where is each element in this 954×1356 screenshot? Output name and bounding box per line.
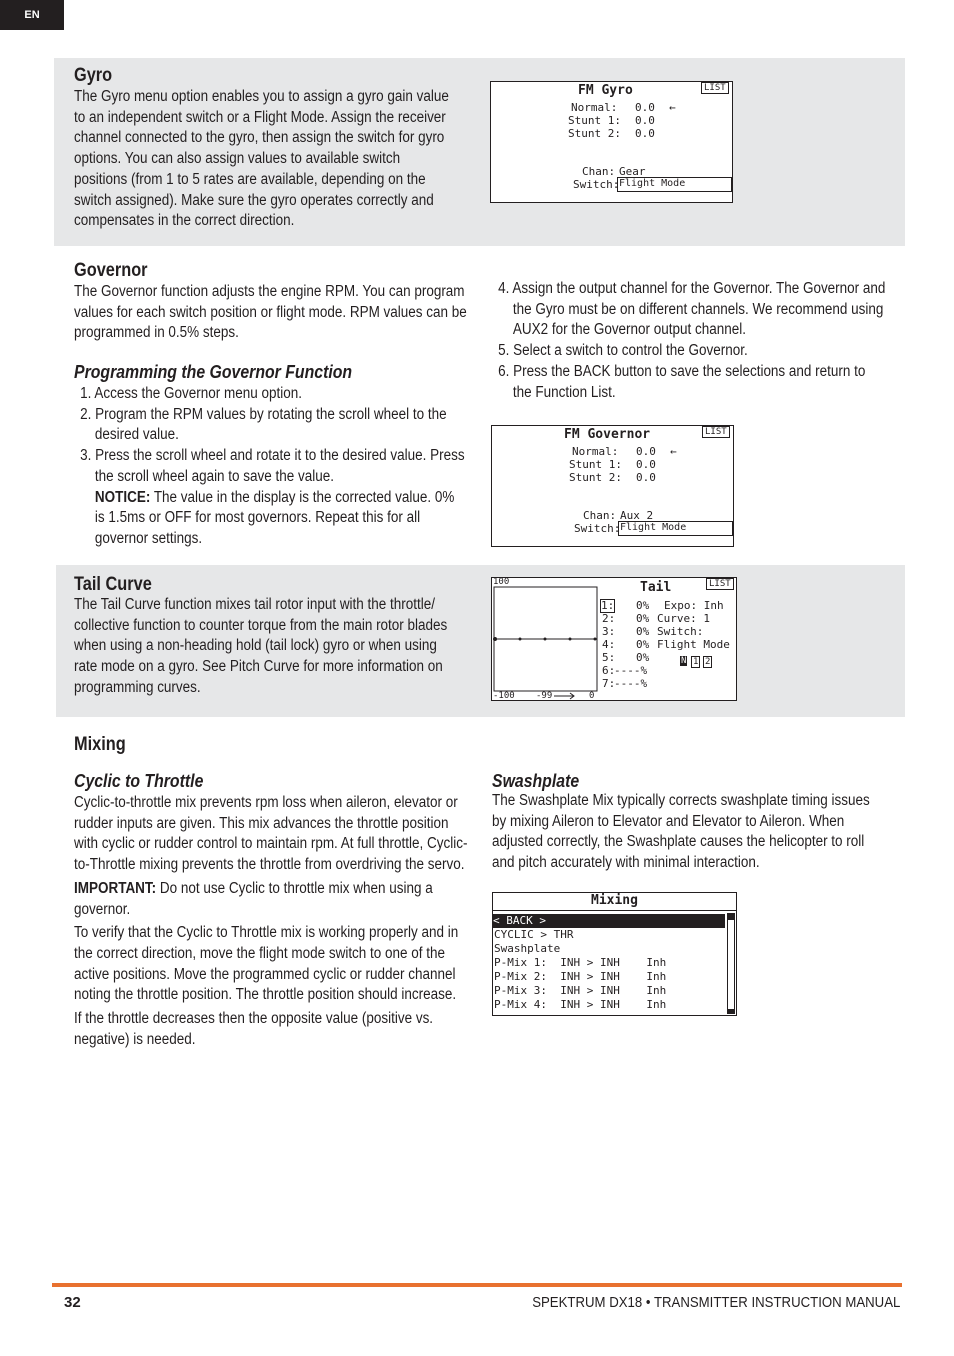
cyclic-subheading: Cyclic to Throttle [74, 771, 204, 791]
governor-switch-value: Flight Mode [618, 521, 733, 536]
tail-curve-graph [492, 578, 602, 700]
mixing-row: P-Mix 1: INH > INH Inh [494, 956, 667, 969]
cyclic-paragraph: Cyclic-to-throttle mix prevents rpm loss when aileron, elevator or rudder inputs are given. This mix advances the throttle position with cyclic or rudder control to maintain rpm. At full throttle, Cyclic-to-Throttle mixing prevents the throttle from overdriving the servo. [74, 794, 468, 874]
governor-row-label: Stunt 1: [569, 458, 622, 471]
page-number: 32 [64, 1294, 81, 1311]
mixing-scrollbar [727, 913, 735, 1014]
gyro-screen [490, 81, 733, 203]
governor-chan-value: Aux 2 [620, 509, 654, 522]
tail-point-value: 0% [636, 638, 650, 651]
tail-position-1: 1 [693, 657, 699, 667]
tail-point-label: 3: [602, 625, 616, 638]
governor-row-value: 0.0 [636, 471, 656, 484]
mixing-screen-title: Mixing [591, 893, 638, 908]
tail-curve-heading: Tail Curve [74, 574, 152, 595]
tail-point-label: 1: [601, 599, 615, 612]
tail-point-label: 4: [602, 638, 616, 651]
governor-row-label: Normal: [572, 445, 619, 458]
swashplate-subheading: Swashplate [492, 771, 580, 791]
tail-point-value: 0% [636, 612, 650, 625]
tail-position-n: N [681, 656, 687, 666]
notice-item [74, 488, 465, 550]
governor-switch-label: Switch: [574, 522, 621, 535]
mixing-row: CYCLIC > THR [494, 928, 574, 941]
tail-list-button: LIST [706, 578, 734, 590]
graph-top-label: 100 [493, 577, 510, 587]
tail-point-label: 5: [602, 651, 616, 664]
tail-point-label: 2: [602, 612, 616, 625]
footer-rule [52, 1283, 902, 1287]
governor-heading: Governor [74, 260, 148, 281]
graph-bottom-right-label: 0 [589, 691, 595, 701]
gyro-list-button: LIST [701, 82, 729, 94]
list-item: 4. Assign the output channel for the Governor. The Governor and the Gyro must be on different channels. We recommend using AUX2 for the Governor output channel. [498, 280, 886, 339]
tail-position-2: 2 [705, 657, 711, 667]
notice-text: The value in the display is the corrected value. 0% is 1.5ms or OFF for most governors. Repeat this for all governor settings. [94, 488, 455, 547]
tail-point-label: 7: [602, 677, 616, 690]
mixing-row: P-Mix 4: INH > INH Inh [494, 998, 667, 1011]
governor-steps-right-container [492, 279, 945, 403]
manual-title: SPEKTRUM DX18 • TRANSMITTER INSTRUCTION MANUAL [531, 1294, 900, 1311]
tail-switch-value: Flight Mode [657, 638, 730, 651]
mixing-row: P-Mix 3: INH > INH Inh [494, 984, 667, 997]
swashplate-body-container [492, 791, 942, 874]
tail-curve-number: Curve: 1 [657, 612, 710, 625]
gyro-row-label: Stunt 1: [568, 114, 621, 127]
list-item: 3. Press the scroll wheel and rotate it to the desired value. Press the scroll wheel again to save the value. [80, 447, 465, 485]
tail-point-value: 0% [636, 599, 650, 612]
gyro-row-value: 0.0 [635, 114, 655, 127]
mixing-row: Swashplate [494, 942, 561, 955]
cyclic-throttle-paragraph: If the throttle decreases then the opposite value (positive vs. negative) is needed. [74, 1010, 434, 1048]
important-paragraph [74, 879, 468, 920]
gyro-row-label: Normal: [571, 101, 618, 114]
gyro-switch-value: Flight Mode [617, 177, 732, 192]
tail-curve-body-container [74, 595, 521, 699]
mixing-row: P-Mix 2: INH > INH Inh [494, 970, 667, 983]
list-item: 1. Access the Governor menu option. [80, 385, 302, 402]
governor-list-button: LIST [702, 426, 730, 438]
mixing-screen-divider [493, 910, 736, 911]
notice-label: NOTICE: [94, 488, 151, 506]
tail-expo: Expo: Inh [664, 599, 724, 612]
tail-switch-label: Switch: [657, 625, 704, 638]
governor-body-container [74, 282, 529, 344]
tail-point-label: 6: [602, 664, 616, 677]
gyro-switch-label: Switch: [573, 178, 620, 191]
gyro-chan-value: Gear [619, 165, 646, 178]
list-item: 5. Select a switch to control the Governor. [498, 342, 748, 360]
language-tab: EN [0, 0, 64, 30]
mixing-heading: Mixing [74, 734, 126, 755]
swashplate-body: The Swashplate Mix typically corrects swashplate timing issues by mixing Aileron to Elevator and Elevator to Aileron. When adjusted correctly, the Swashplate causes the helicopter to roll and pitch accurately with minimal interaction. [492, 792, 870, 872]
selection-arrow-icon: ← [670, 445, 677, 458]
governor-screen [491, 425, 734, 547]
gyro-row-label: Stunt 2: [568, 127, 621, 140]
governor-row-label: Stunt 2: [569, 471, 622, 484]
gyro-row-value: 0.0 [635, 101, 655, 114]
governor-screen-title: FM Governor [564, 427, 651, 442]
list-item: 2. Program the RPM values by rotating the scroll wheel to the desired value. [80, 405, 447, 444]
selection-arrow-icon: ← [669, 101, 676, 114]
scroll-down-icon [728, 1009, 734, 1013]
tail-point-value: ----% [614, 677, 648, 690]
gyro-screen-title: FM Gyro [578, 83, 633, 98]
gyro-body-container [74, 87, 514, 232]
tail-point-value: 0% [636, 651, 650, 664]
mixing-screen [492, 892, 737, 1016]
scroll-up-icon [728, 914, 734, 920]
governor-subheading: Programming the Governor Function [74, 362, 353, 382]
tail-curve-body: The Tail Curve function mixes tail rotor input with the throttle/ collective function to counter torque from the main rotor blades when using a non-heading hold (tail lock) gyro or when using rate mode on a gyro. See Pitch Curve for more information on programming curves. [74, 596, 448, 696]
important-text: Do not use Cyclic to throttle mix when using a governor. [74, 879, 433, 918]
gyro-body: The Gyro menu option enables you to assign a gyro gain value to an independent switch or a Flight Mode. Assign the receiver channel connected to the gyro, then assign the switch for gyro options. You can also assign values to available switch positions (from 1 to 5 rates are available, depending on the switch assigned). Make sure the gyro operates correctly and compensates in the correct direction. [74, 88, 449, 230]
graph-bottom-left-label: -100 [493, 691, 515, 701]
governor-steps-container [74, 384, 523, 550]
cyclic-verify-paragraph: To verify that the Cyclic to Throttle mix is working properly and in the correct direction, move the flight mode switch to one of the active positions. Move the programmed cyclic or rudder channel noting the throttle position. The throttle position should increase. [74, 924, 459, 1004]
governor-chan-label: Chan: [583, 509, 617, 522]
governor-row-value: 0.0 [636, 445, 656, 458]
tail-screen [491, 577, 737, 701]
gyro-chan-label: Chan: [582, 165, 616, 178]
graph-mid-label: -99 [536, 691, 553, 701]
tail-screen-title: Tail [640, 580, 672, 595]
gyro-heading: Gyro [74, 65, 113, 86]
cyclic-body-container [74, 793, 527, 1050]
important-label: IMPORTANT: [74, 879, 157, 897]
list-item: 6. Press the BACK button to save the selections and return to the Function List. [498, 362, 866, 401]
gyro-row-value: 0.0 [635, 127, 655, 140]
governor-body: The Governor function adjusts the engine RPM. You can program values for each switch position or flight mode. RPM values can be programmed in 0.5% steps. [74, 283, 467, 342]
governor-row-value: 0.0 [636, 458, 656, 471]
mixing-back-row: < BACK > [493, 914, 725, 928]
tail-point-value: ----% [614, 664, 648, 677]
tail-point-value: 0% [636, 625, 650, 638]
